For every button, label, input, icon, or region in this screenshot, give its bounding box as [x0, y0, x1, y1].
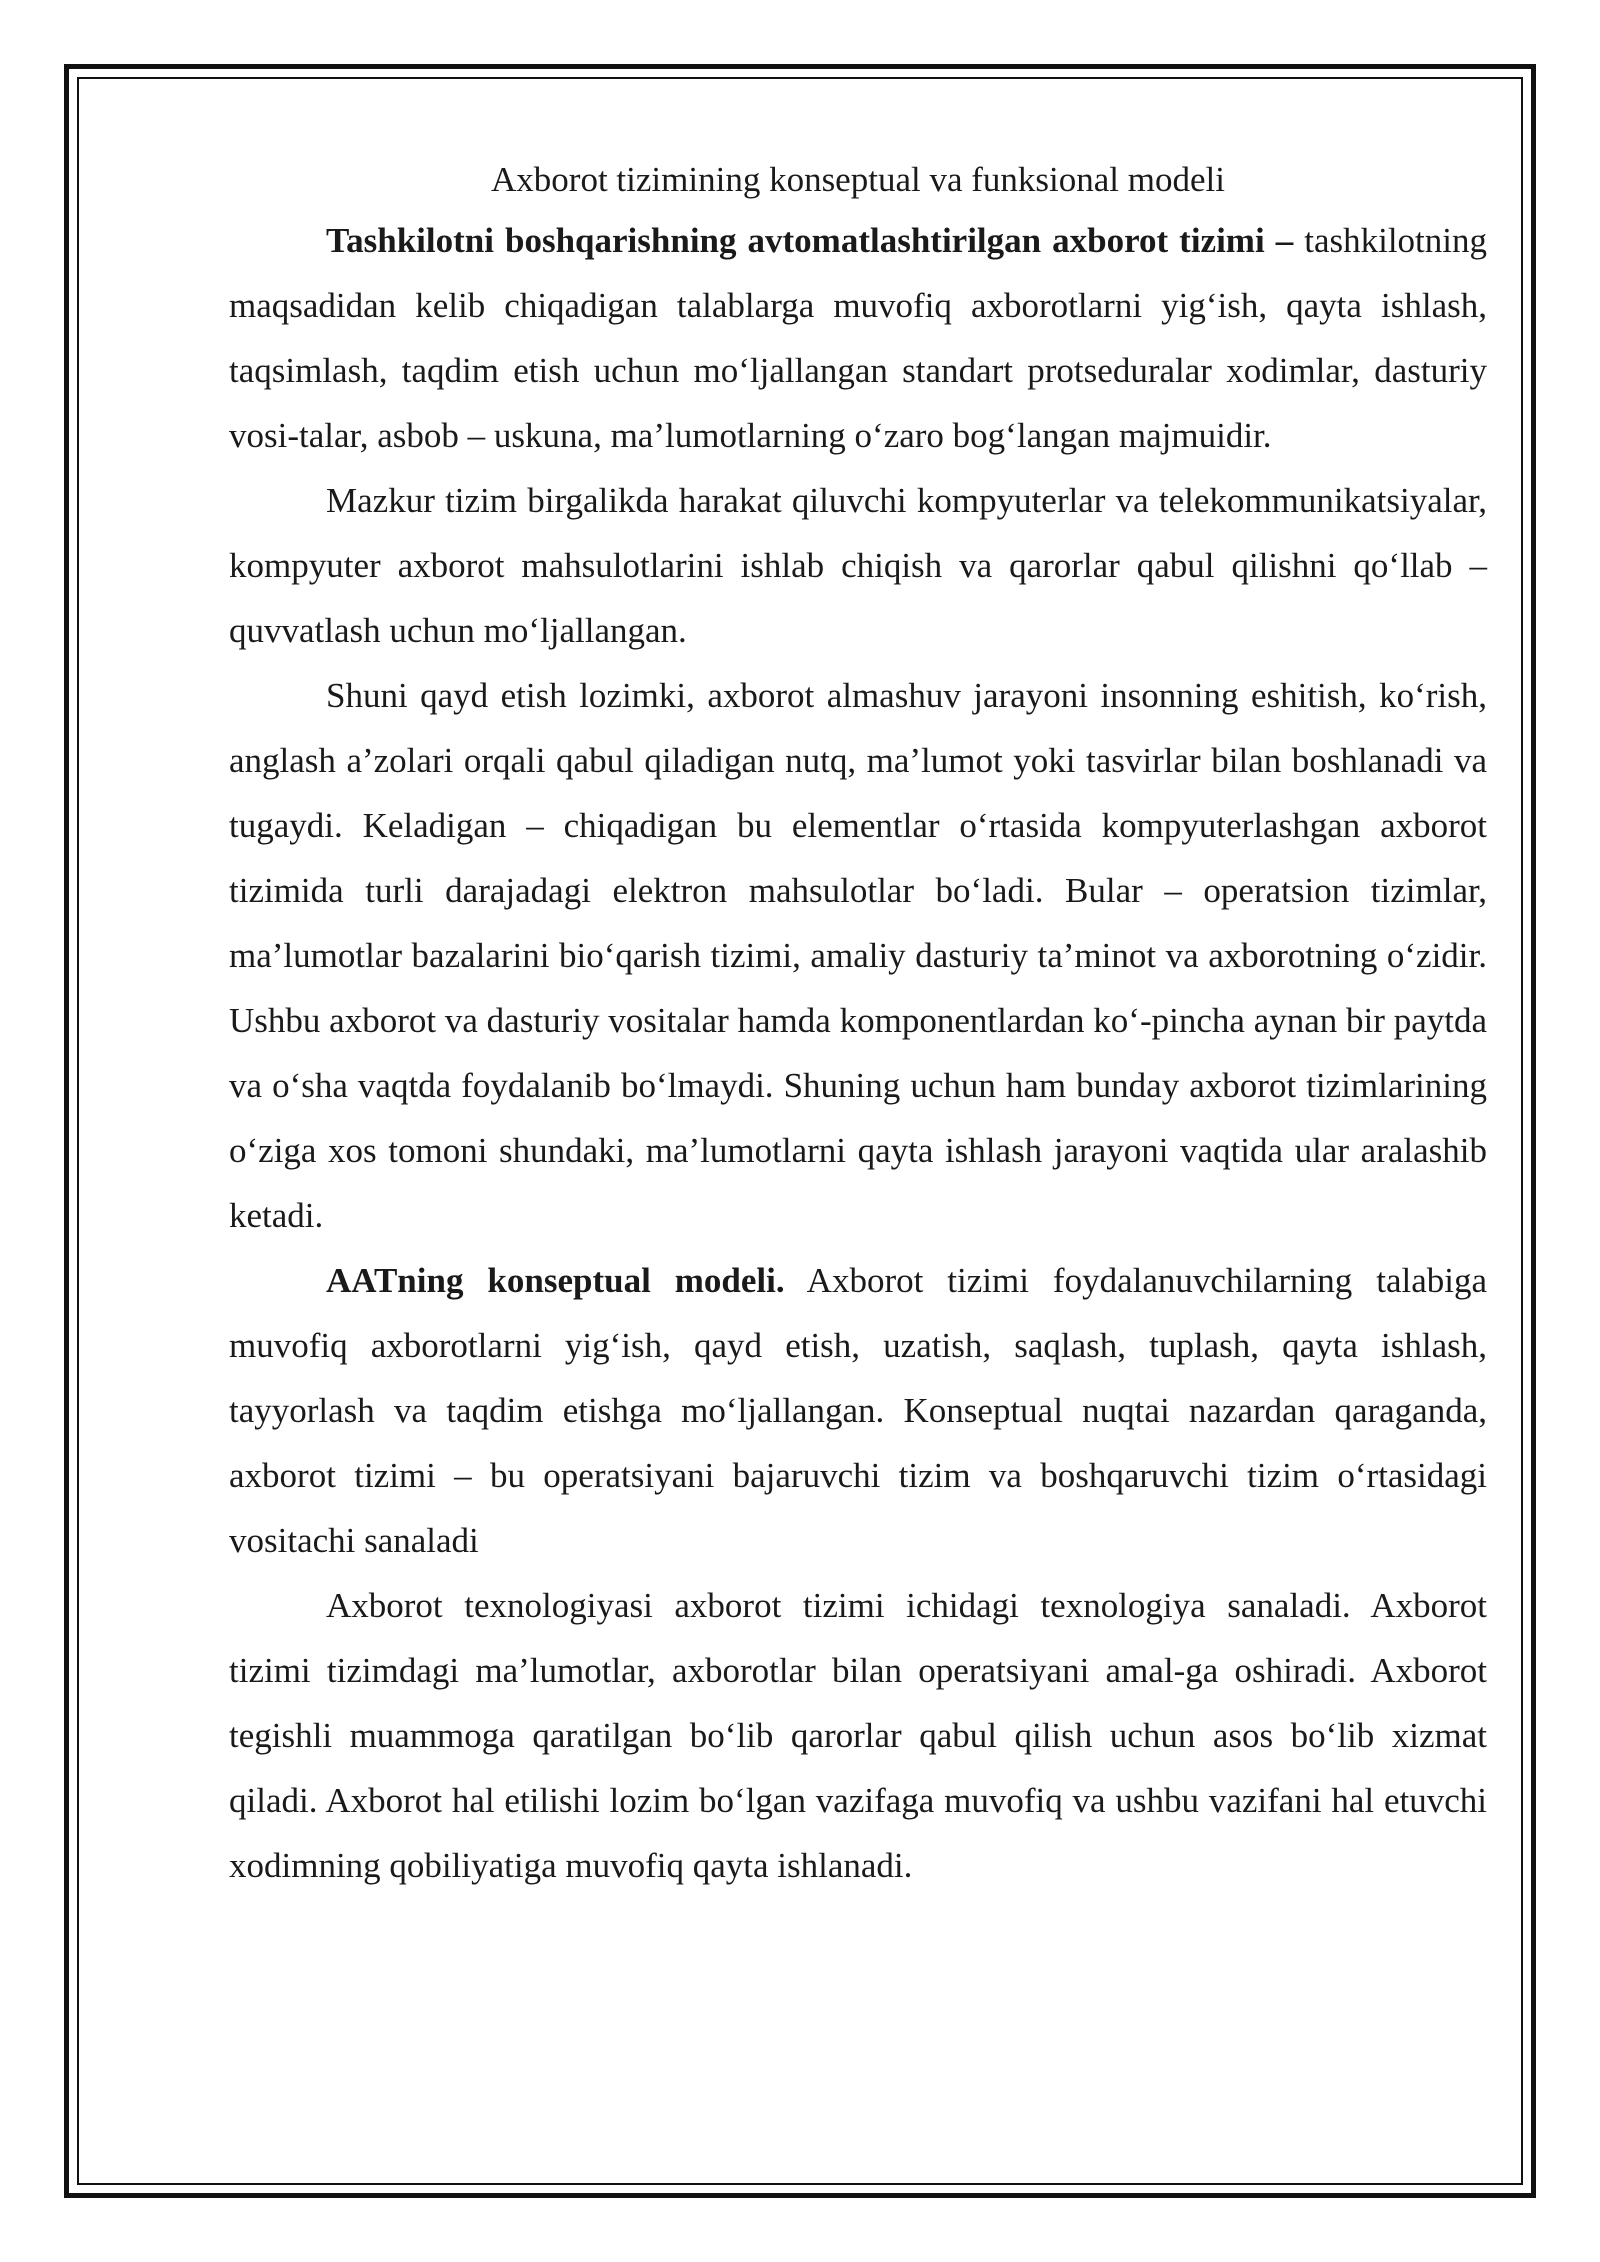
paragraph-text: tashkilotning maqsadidan kelib chiqadigan talablarga muvofiq axborotlarni yig‘ish, qayta ishlash, taqsimlash, taqdim etish uchun mo‘ljallangan standart protseduralar xodimlar, dasturiy vosi-talar, asbob – uskuna, ma’lumotlarning o‘zaro bog‘langan majmuidir.	[229, 221, 1487, 455]
paragraph-text: Mazkur tizim birgalikda harakat qiluvchi kompyuterlar va telekommunikatsiyalar, kompyuter axborot mahsulotlarini ishlab chiqish va qarorlar qabul qilishni qo‘llab – quvvatlash uchun mo‘ljallangan.	[229, 481, 1487, 650]
document-body	[229, 152, 1487, 1898]
paragraph-ais-definition	[229, 208, 1487, 468]
paragraph-conceptual-model	[229, 1248, 1487, 1573]
paragraph-text: Axborot texnologiyasi axborot tizimi ichidagi texnologiya sanaladi. Axborot tizimi tizimdagi ma’lumotlar, axborotlar bilan operatsiyani amal-ga oshiradi. Axborot tegishli muammoga qaratilgan bo‘lib qarorlar qabul qilish uchun asos bo‘lib xizmat qiladi. Axborot hal etilishi lozim bo‘lgan vazifaga muvofiq va ushbu vazifani hal etuvchi xodimning qobiliyatiga muvofiq qayta ishlanadi.	[229, 1586, 1487, 1885]
paragraph-text: Axborot tizimi foydalanuvchilarning talabiga muvofiq axborotlarni yig‘ish, qayd etish, uzatish, saqlash, tuplash, qayta ishlash, tayyorlash va taqdim etishga mo‘ljallangan. Konseptual nuqtai nazardan qaraganda, axborot tizimi – bu operatsiyani bajaruvchi tizim va boshqaruvchi tizim o‘rtasidagi vositachi sanaladi	[229, 1261, 1487, 1560]
paragraph-information-technology	[229, 1573, 1487, 1898]
paragraph-system-purpose	[229, 468, 1487, 663]
paragraph-lead-bold: AATning konseptual modeli.	[326, 1261, 785, 1300]
paragraph-lead-bold: Tashkilotni boshqarishning avtomatlashtirilgan axborot tizimi –	[326, 221, 1294, 260]
paragraph-text: Shuni qayd etish lozimki, axborot almashuv jarayoni insonning eshitish, ko‘rish, anglash a’zolari orqali qabul qiladigan nutq, ma’lumot yoki tasvirlar bilan boshlanadi va tugaydi. Keladigan – chiqadigan bu elementlar o‘rtasida kompyuterlashgan axborot tizimida turli darajadagi elektron mahsulotlar bo‘ladi. Bular – operatsion tizimlar, ma’lumotlar bazalarini bio‘qarish tizimi, amaliy dasturiy ta’minot va axborotning o‘zidir. Ushbu axborot va dasturiy vositalar hamda komponentlardan ko‘-pincha aynan bir paytda va o‘sha vaqtda foydalanib bo‘lmaydi. Shuning uchun ham bunday axborot tizimlarining o‘ziga xos tomoni shundaki, ma’lumotlarni qayta ishlash jarayoni vaqtida ular aralashib ketadi.	[229, 676, 1487, 1235]
document-title: Axborot tizimining konseptual va funksional modeli	[491, 160, 1225, 199]
paragraph-information-exchange	[229, 663, 1487, 1248]
